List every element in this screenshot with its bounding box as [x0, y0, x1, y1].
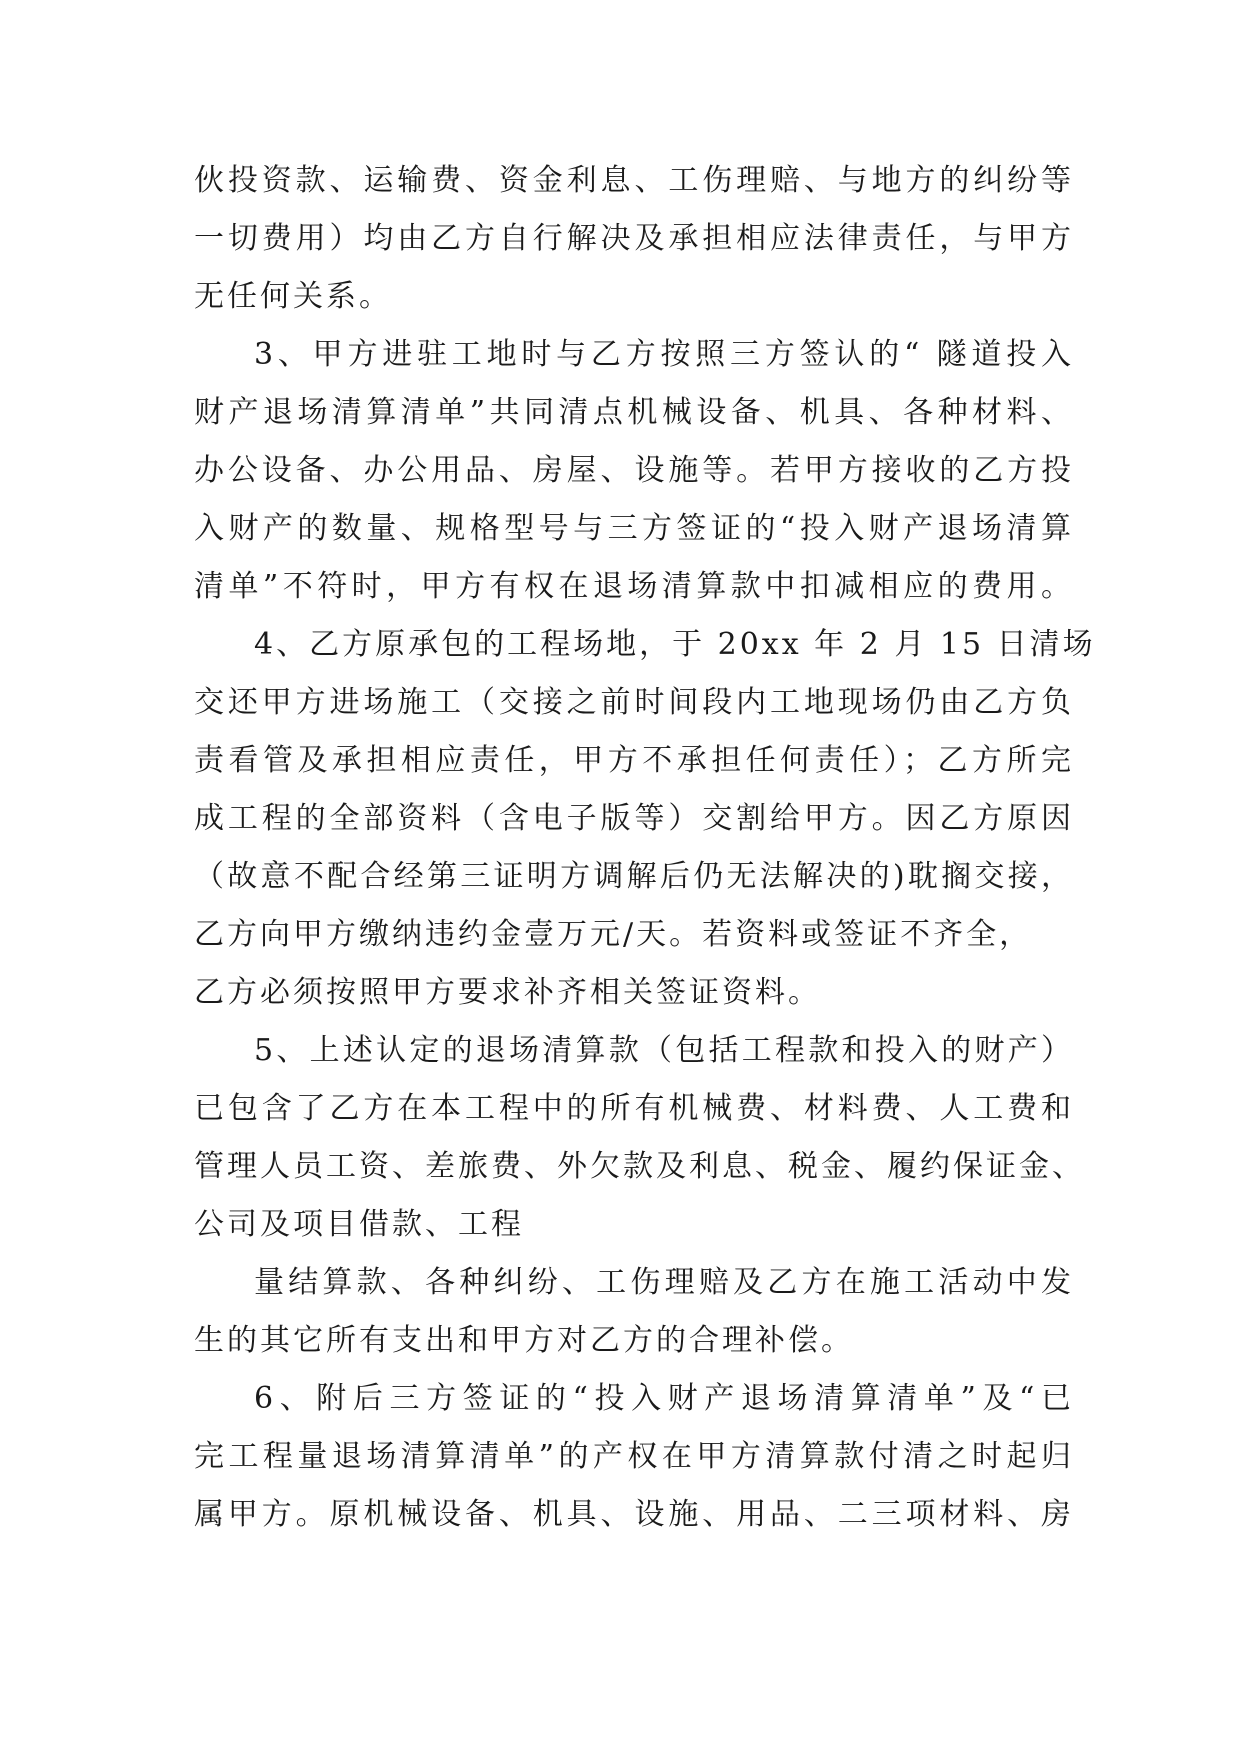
- text-line: 清单”不符时，甲方有权在退场清算款中扣减相应的费用。: [194, 569, 1074, 604]
- text-line: 无任何关系。: [194, 279, 392, 314]
- text-line: 办公设备、办公用品、房屋、设施等。若甲方接收的乙方投: [194, 453, 1074, 488]
- text-line: 责看管及承担相应责任，甲方不承担任何责任）；乙方所完: [194, 743, 1074, 778]
- text-line: 6、附后三方签证的“投入财产退场清算清单”及“已: [254, 1381, 1074, 1416]
- text-line: 5、上述认定的退场清算款（包括工程款和投入的财产）: [254, 1033, 1074, 1068]
- text-line: 生的其它所有支出和甲方对乙方的合理补偿。: [194, 1323, 854, 1358]
- text-line: 已包含了乙方在本工程中的所有机械费、材料费、人工费和: [194, 1091, 1074, 1126]
- document-body: [194, 152, 1096, 1544]
- text-line: 乙方向甲方缴纳违约金壹万元/天。若资料或签证不齐全，: [194, 917, 1033, 952]
- text-line: 管理人员工资、差旅费、外欠款及利息、税金、履约保证金、: [194, 1149, 1085, 1184]
- text-line: 4、乙方原承包的工程场地，于 20xx 年 2 月 15 日清场: [254, 627, 1096, 662]
- text-line: 属甲方。原机械设备、机具、设施、用品、二三项材料、房: [194, 1497, 1074, 1532]
- text-line: 乙方必须按照甲方要求补齐相关签证资料。: [194, 975, 821, 1010]
- text-line: 完工程量退场清算清单”的产权在甲方清算款付清之时起归: [194, 1439, 1074, 1474]
- text-line: 量结算款、各种纠纷、工伤理赔及乙方在施工活动中发: [254, 1265, 1074, 1300]
- text-line: 伙投资款、运输费、资金利息、工伤理赔、与地方的纠纷等: [194, 163, 1074, 198]
- text-line: 3、甲方进驻工地时与乙方按照三方签认的“ 隧道投入: [254, 337, 1074, 372]
- text-line: 入财产的数量、规格型号与三方签证的“投入财产退场清算: [194, 511, 1074, 546]
- text-line: 交还甲方进场施工（交接之前时间段内工地现场仍由乙方负: [194, 685, 1074, 720]
- text-line: 成工程的全部资料（含电子版等）交割给甲方。因乙方原因: [194, 801, 1074, 836]
- text-line: （故意不配合经第三证明方调解后仍无法解决的)耽搁交接，: [194, 859, 1074, 894]
- text-line: 公司及项目借款、工程: [194, 1207, 524, 1242]
- text-line: 一切费用）均由乙方自行解决及承担相应法律责任，与甲方: [194, 221, 1074, 256]
- text-line: 财产退场清算清单”共同清点机械设备、机具、各种材料、: [194, 395, 1074, 430]
